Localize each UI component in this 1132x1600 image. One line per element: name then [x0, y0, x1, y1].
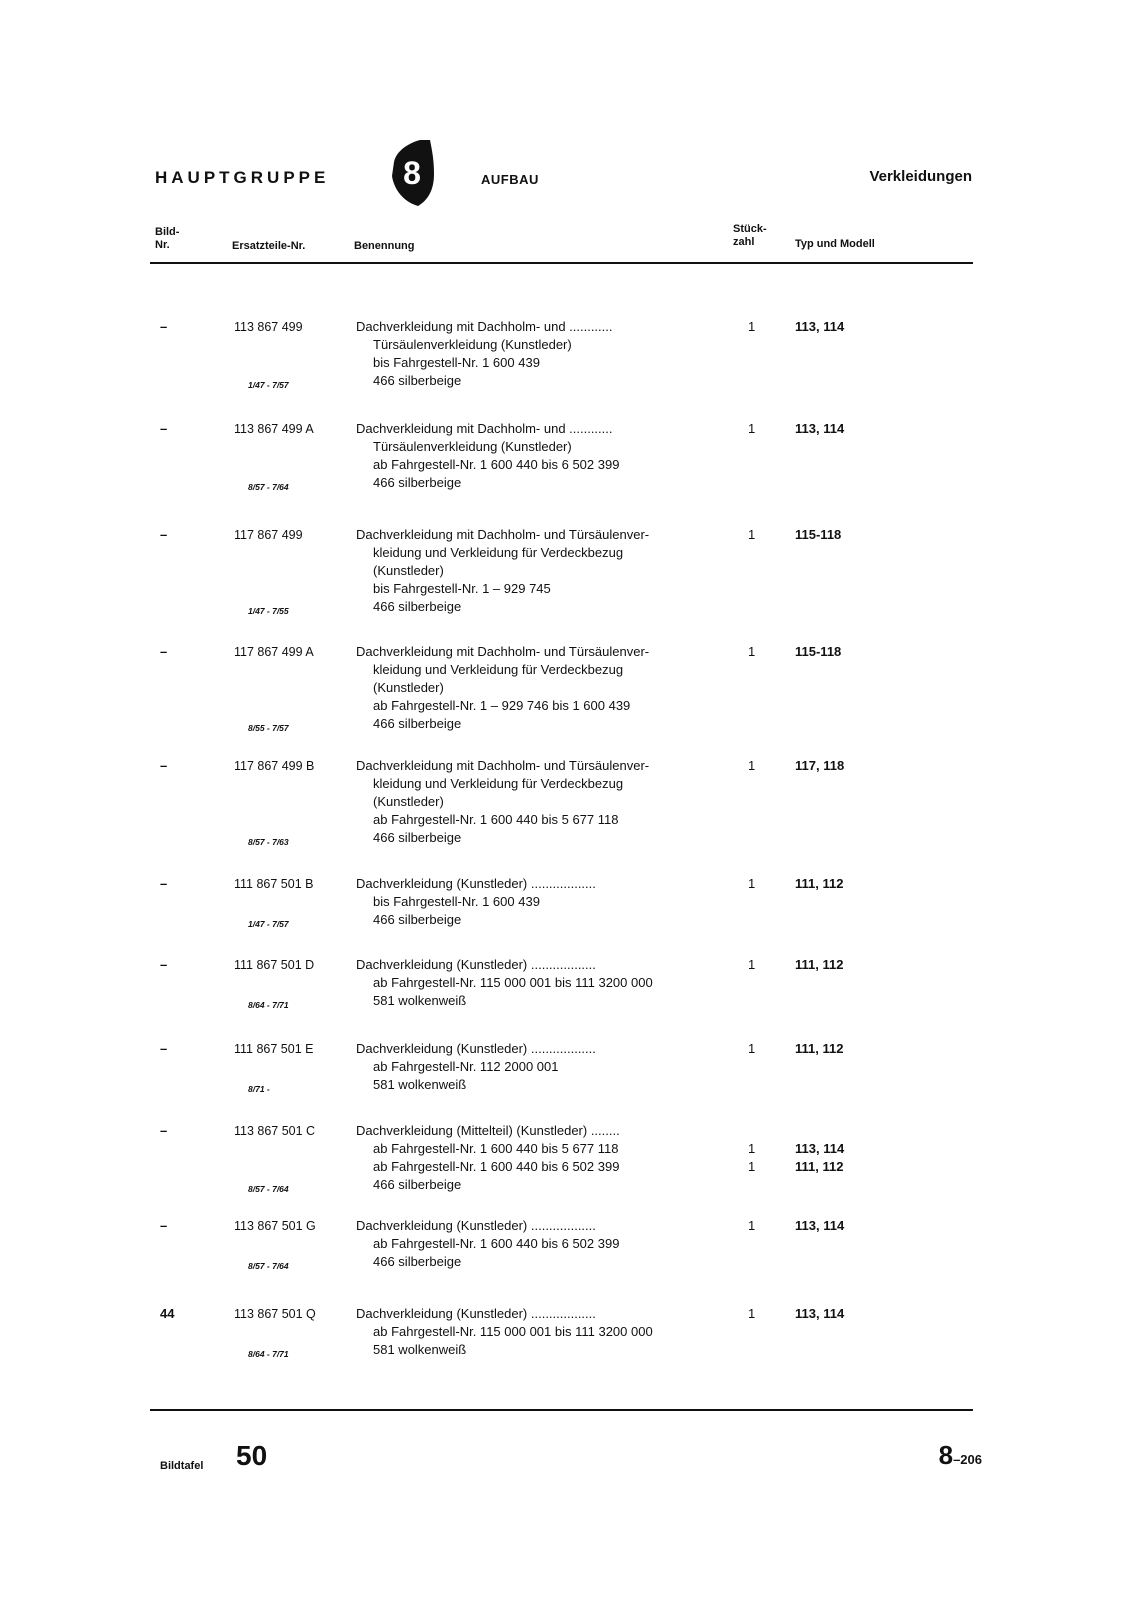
- description: [356, 318, 731, 390]
- description: [356, 956, 731, 1010]
- page-number: 8–206: [938, 1440, 982, 1470]
- type-model-line: 111, 112: [795, 1159, 844, 1174]
- production-date: 1/47 - 7/55: [248, 606, 289, 616]
- quantity: 1: [748, 1306, 756, 1321]
- description-line: Dachverkleidung mit Dachholm- und ............: [356, 319, 613, 334]
- bild-nr: –: [160, 1218, 168, 1233]
- description-line: 581 wolkenweiß: [373, 1342, 467, 1357]
- description: [356, 643, 731, 733]
- type-model: 111, 112: [795, 876, 844, 891]
- description-line: 466 silberbeige: [373, 373, 462, 388]
- description-line: ab Fahrgestell-Nr. 1 600 440 bis 5 677 118: [373, 812, 619, 827]
- footer-rule: [150, 1409, 973, 1411]
- type-model: 117, 118: [795, 758, 845, 773]
- description-line: Türsäulenverkleidung (Kunstleder): [373, 439, 572, 454]
- description-line: 466 silberbeige: [373, 1254, 462, 1269]
- quantity: 1: [748, 421, 756, 436]
- description-line: kleidung und Verkleidung für Verdeckbezug: [373, 662, 624, 677]
- description-line: ab Fahrgestell-Nr. 1 600 440 bis 6 502 399: [373, 1236, 620, 1251]
- quantity: 1: [748, 527, 756, 542]
- part-number: 111 867 501 E: [234, 1042, 314, 1056]
- description-line: ab Fahrgestell-Nr. 112 2000 001: [373, 1059, 559, 1074]
- col-typ-modell: Typ und Modell: [795, 238, 875, 250]
- quantity-line: 1: [748, 1141, 756, 1156]
- description-line: kleidung und Verkleidung für Verdeckbezug: [373, 776, 624, 791]
- description-line: kleidung und Verkleidung für Verdeckbezug: [373, 545, 624, 560]
- description-line: ab Fahrgestell-Nr. 1 600 440 bis 6 502 399: [373, 1159, 620, 1174]
- description-line: ab Fahrgestell-Nr. 115 000 001 bis 111 3200 000: [373, 1324, 653, 1339]
- col-benennung: Benennung: [354, 240, 415, 252]
- part-number: 113 867 499 A: [234, 422, 314, 436]
- description-line: bis Fahrgestell-Nr. 1 600 439: [373, 355, 540, 370]
- section-title: Verkleidungen: [869, 168, 972, 185]
- description-line: Dachverkleidung mit Dachholm- und Türsäulenver-: [356, 758, 650, 773]
- production-date: 8/57 - 7/63: [248, 837, 289, 847]
- description-line: Dachverkleidung (Kunstleder) ..................: [356, 1041, 596, 1056]
- description-line: Dachverkleidung mit Dachholm- und ............: [356, 421, 613, 436]
- description-line: (Kunstleder): [373, 563, 444, 578]
- bild-nr: –: [160, 1041, 168, 1056]
- part-number: 113 867 501 C: [234, 1124, 316, 1138]
- bild-nr: –: [160, 527, 168, 542]
- production-date: 8/64 - 7/71: [248, 1000, 289, 1010]
- type-model-line: [795, 1122, 885, 1140]
- description-line: 466 silberbeige: [373, 716, 462, 731]
- description: [356, 875, 731, 929]
- description-line: Dachverkleidung (Kunstleder) ..................: [356, 1306, 596, 1321]
- type-model: 113, 114: [795, 421, 845, 436]
- description-line: Dachverkleidung mit Dachholm- und Türsäulenver-: [356, 644, 650, 659]
- description-line: ab Fahrgestell-Nr. 1 600 440 bis 5 677 118: [373, 1141, 619, 1156]
- description-line: ab Fahrgestell-Nr. 1 – 929 746 bis 1 600 439: [373, 698, 631, 713]
- part-number: 117 867 499: [234, 528, 303, 542]
- type-model: 111, 112: [795, 957, 844, 972]
- quantity: 1: [748, 1218, 756, 1233]
- type-model-line: [795, 1176, 885, 1194]
- quantity-line: 1: [748, 1159, 756, 1174]
- production-date: 8/57 - 7/64: [248, 482, 289, 492]
- bild-nr: –: [160, 421, 168, 436]
- bild-nr: –: [160, 1123, 168, 1138]
- part-number: 111 867 501 D: [234, 958, 315, 972]
- description: [356, 420, 731, 492]
- description-line: (Kunstleder): [373, 794, 444, 809]
- bild-nr: 44: [160, 1306, 175, 1321]
- description-line: 581 wolkenweiß: [373, 993, 467, 1008]
- description-line: 466 silberbeige: [373, 830, 462, 845]
- quantity: [748, 1122, 768, 1194]
- production-date: 1/47 - 7/57: [248, 919, 289, 929]
- plate-number: 50: [236, 1440, 268, 1471]
- quantity: 1: [748, 876, 756, 891]
- group-number: 8: [403, 155, 421, 191]
- quantity-line: [748, 1176, 768, 1194]
- part-number: 113 867 501 Q: [234, 1307, 316, 1321]
- type-model: 115-118: [795, 644, 842, 659]
- production-date: 8/57 - 7/64: [248, 1184, 289, 1194]
- description-line: ab Fahrgestell-Nr. 1 600 440 bis 6 502 399: [373, 457, 620, 472]
- description-line: (Kunstleder): [373, 680, 444, 695]
- group-label: HAUPTGRUPPE: [155, 168, 330, 187]
- type-model: 113, 114: [795, 1306, 845, 1321]
- description-line: Dachverkleidung mit Dachholm- und Türsäulenver-: [356, 527, 650, 542]
- type-model-line: 113, 114: [795, 1141, 845, 1156]
- quantity: 1: [748, 1041, 756, 1056]
- production-date: 8/64 - 7/71: [248, 1349, 289, 1359]
- production-date: 8/57 - 7/64: [248, 1261, 289, 1271]
- header-rule: [150, 262, 973, 264]
- type-model: 113, 114: [795, 1218, 845, 1233]
- description-line: Türsäulenverkleidung (Kunstleder): [373, 337, 572, 352]
- description-line: 466 silberbeige: [373, 475, 462, 490]
- quantity: 1: [748, 644, 756, 659]
- type-model: 113, 114: [795, 319, 845, 334]
- description: [356, 526, 731, 616]
- part-number: 117 867 499 B: [234, 759, 315, 773]
- type-model: 111, 112: [795, 1041, 844, 1056]
- description-line: Dachverkleidung (Mittelteil) (Kunstleder) ........: [356, 1123, 620, 1138]
- quantity-line: [748, 1122, 768, 1140]
- description-line: bis Fahrgestell-Nr. 1 600 439: [373, 894, 540, 909]
- col-bild-nr: Bild- Nr.: [155, 226, 180, 251]
- description: [356, 1305, 731, 1359]
- description-line: 581 wolkenweiß: [373, 1077, 467, 1092]
- description-line: bis Fahrgestell-Nr. 1 – 929 745: [373, 581, 551, 596]
- bild-nr: –: [160, 644, 168, 659]
- bild-nr: –: [160, 758, 168, 773]
- production-date: 1/47 - 7/57: [248, 380, 289, 390]
- description-line: Dachverkleidung (Kunstleder) ..................: [356, 1218, 596, 1233]
- description-line: Dachverkleidung (Kunstleder) ..................: [356, 876, 596, 891]
- description: [356, 1217, 731, 1271]
- part-number: 111 867 501 B: [234, 877, 314, 891]
- bild-nr: –: [160, 957, 168, 972]
- type-model: 115-118: [795, 527, 842, 542]
- part-number: 113 867 499: [234, 320, 303, 334]
- description-line: ab Fahrgestell-Nr. 115 000 001 bis 111 3200 000: [373, 975, 653, 990]
- col-ersatzteile-nr: Ersatzteile-Nr.: [232, 240, 306, 252]
- col-stueckzahl: Stück- zahl: [733, 223, 767, 248]
- footer-label: Bildtafel: [160, 1460, 204, 1472]
- part-number: 117 867 499 A: [234, 645, 314, 659]
- quantity: 1: [748, 758, 756, 773]
- description-line: 466 silberbeige: [373, 1177, 462, 1192]
- quantity: 1: [748, 957, 756, 972]
- quantity: 1: [748, 319, 756, 334]
- description-line: Dachverkleidung (Kunstleder) ..................: [356, 957, 596, 972]
- group-name: AUFBAU: [481, 172, 539, 187]
- bild-nr: –: [160, 876, 168, 891]
- type-model: [795, 1122, 885, 1194]
- description-line: 466 silberbeige: [373, 599, 462, 614]
- description-line: 466 silberbeige: [373, 912, 462, 927]
- production-date: 8/55 - 7/57: [248, 723, 289, 733]
- description: [356, 1122, 731, 1194]
- description: [356, 757, 731, 847]
- production-date: 8/71 -: [248, 1084, 270, 1094]
- bild-nr: –: [160, 319, 168, 334]
- description: [356, 1040, 731, 1094]
- part-number: 113 867 501 G: [234, 1219, 316, 1233]
